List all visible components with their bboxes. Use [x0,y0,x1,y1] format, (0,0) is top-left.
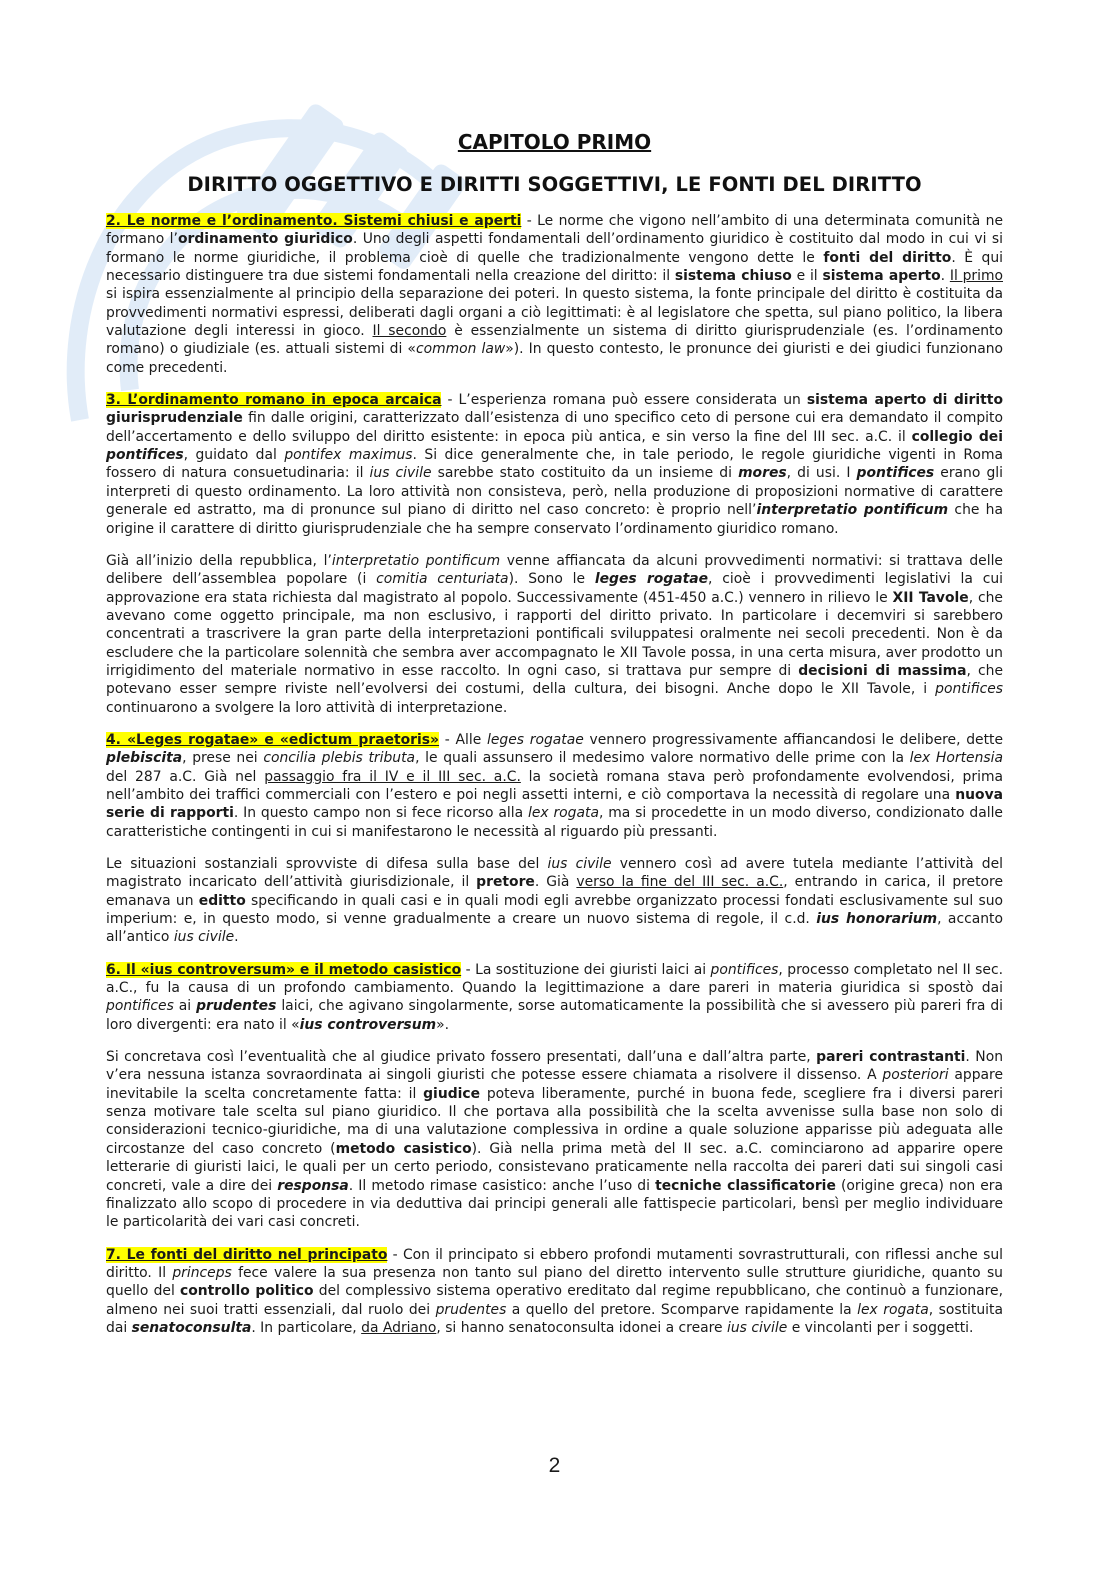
section-heading: 3. L’ordinamento romano in epoca arcaica [106,392,442,409]
paragraph: 3. L’ordinamento romano in epoca arcaica - L’esperienza romana può essere considerata un sistema aperto di diritto giurisprudenziale fin dalle origini, caratterizzato dall’esistenza di uno specifico ceto di persone cui era demandato il compito dell’accertamento e dello sviluppo del diritto esistente: in epoca più antica, e sin verso la fine del III sec. a.C. il collegio dei pontifices, guidato dal pontifex maximus. Si dice generalmente che, in tale periodo, le regole giuridiche vigenti in Roma fossero di natura consuetudinaria: il ius civile sarebbe stato costituito da un insieme di mores, di usi. I pontifices erano gli interpreti di questo ordinamento. La loro attività non consisteva, però, nella produzione di proposizioni normative di carattere generale ed astratto, ma di pronunce sul piano di diritto nel caso concreto: è proprio nell’interpretatio pontificum che ha origine il carattere di diritto giurisprudenziale che ha sempre conservato l’ordinamento giuridico romano. [106,392,1003,537]
chapter-subtitle: DIRITTO OGGETTIVO E DIRITTI SOGGETTIVI, LE FONTI DEL DIRITTO [187,173,922,196]
paragraph: Si concretava così l’eventualità che al giudice privato fossero presentati, dall’una e dall’altra parte, pareri contrastanti. Non v’era nessuna istanza sovraordinata ai singoli giuristi che potesse essere chiamata a risolvere il dissenso. A posteriori appare inevitabile la scelta concretamente fatta: il giudice poteva liberamente, purché in buona fede, scegliere fra i diversi pareri senza motivare tale scelta sul piano giuridico. Il che portava alla possibilità che la scelta avvenisse sulla base non solo di considerazioni tecnico-giuridiche, ma di una valutazione complessiva in ordine a quale soluzione apparisse più adeguata alle circostanze del caso concreto (metodo casistico). Già nella prima metà del II sec. a.C. cominciarono ad apparire opere letterarie di giuristi laici, le quali per un certo periodo, consistevano praticamente nella raccolta dei pareri dati sui singoli casi concreti, vale a dire dei responsa. Il metodo rimase casistico: anche l’uso di tecniche classificatorie (origine greca) non era finalizzato allo scopo di procedere in via deduttiva dai principi generali alle fattispecie particolari, bensì per meglio individuare le particolarità dei vari casi concreti. [106,1049,1003,1231]
page-number: 2 [548,1454,561,1477]
paragraph: 6. Il «ius controversum» e il metodo casistico - La sostituzione dei giuristi laici ai pontifices, processo completato nel II sec. a.C., fu la causa di un profondo cambiamento. Quando la legittimazione a dare pareri in materia giuridica si spostò dai pontifices ai prudentes laici, che agivano singolarmente, sorse automaticamente la possibilità che si avessero più pareri fra di loro divergenti: era nato il «ius controversum». [106,961,1003,1033]
paragraph: 2. Le norme e l’ordinamento. Sistemi chiusi e aperti - Le norme che vigono nell’ambito di una determinata comunità ne formano l’ordinamento giuridico. Uno degli aspetti fondamentali dell’ordinamento giuridico è costituito dal modo in cui vi si formano le norme giuridiche, il problema cioè di quelle che tradizionalmente vengono dette le fonti del diritto. È qui necessario distinguere tra due sistemi fondamentali nella creazione del diritto: il sistema chiuso e il sistema aperto. Il primo si ispira essenzialmente al principio della separazione dei poteri. In questo sistema, la fonte principale del diritto è costituita da provvedimenti normativi espressi, deliberati dagli organi a ciò legittimati: è al legislatore che spetta, sul piano politico, la libera valutazione degli interessi in gioco. Il secondo è essenzialmente un sistema di diritto giurisprudenziale (es. l’ordinamento romano) o giudiziale (es. attuali sistemi di «common law»). In questo contesto, le pronunce dei giuristi e dei giudici funzionano come precedenti. [106,213,1004,376]
chapter-title: CAPITOLO PRIMO [457,130,652,154]
section-heading: 2. Le norme e l’ordinamento. Sistemi chiusi e aperti [106,213,522,229]
section-heading: 7. Le fonti del diritto nel principato [106,1246,388,1263]
paragraph: Già all’inizio della repubblica, l’interpretatio pontificum venne affiancata da alcuni provvedimenti normativi: si trattava delle delibere dell’assemblea popolare (i comitia centuriata). Sono le leges rogatae, cioè i provvedimenti legislativi la cui approvazione era stata richiesta dal magistrato al popolo. Successivamente (451-450 a.C.) vennero in rilievo le XII Tavole, che avevano come oggetto principale, ma non esclusivo, i rapporti del diritto privato. In particolare i decemviri si sarebbero concentrati a trascrivere la gran parte della interpretazioni pontificali sviluppatesi oralmente nei secoli precedenti. Non è da escludere che la particolare solennità che sembra aver accompagnato le XII Tavole possa, in una certa misura, aver prodotto un irrigidimento del materiale normativo in esse raccolto. In ogni caso, si trattava pur sempre di decisioni di massima, che potevano esser sempre riviste nell’evolversi dei costumi, della cultura, dei bisogni. Anche dopo le XII Tavole, i pontifices continuarono a svolgere la loro attività di interpretazione. [106,552,1003,716]
document-body [106,212,1003,1351]
section-heading: 4. «Leges rogatae» e «edictum praetoris» [106,731,440,748]
paragraph: Le situazioni sostanziali sprovviste di difesa sulla base del ius civile vennero così ad avere tutela mediante l’attività del magistrato incaricato dell’attività giurisdizionale, il pretore. Già verso la fine del III sec. a.C., entrando in carica, il pretore emanava un editto specificando in quali casi e in quali modi egli avrebbe organizzato processi fondati esclusivamente sul suo imperium: e, in questo modo, si venne gradualmente a creare un nuovo sistema di regole, il c.d. ius honorarium, accanto all’antico ius civile. [106,856,1004,946]
section-heading: 6. Il «ius controversum» e il metodo casistico [106,961,462,978]
paragraph: 7. Le fonti del diritto nel principato - Con il principato si ebbero profondi mutamenti sovrastrutturali, con riflessi anche sul diritto. Il princeps fece valere la sua presenza non tanto sul piano del diretto intervento sulle strutture giuridiche, quanto su quello del controllo politico del complessivo sistema operativo ereditato dal regime repubblicano, che continuò a funzionare, almeno nei suoi tratti essenziali, dal ruolo dei prudentes a quello del pretore. Scomparve rapidamente la lex rogata, sostituita dai senatoconsulta. In particolare, da Adriano, si hanno senatoconsulta idonei a creare ius civile e vincolanti per i soggetti. [106,1246,1003,1336]
paragraph: 4. «Leges rogatae» e «edictum praetoris» - Alle leges rogatae vennero progressivamente affiancandosi le delibere, dette plebiscita, prese nei concilia plebis tributa, le quali assunsero il medesimo valore normativo delle prime con la lex Hortensia del 287 a.C. Già nel passaggio fra il IV e il III sec. a.C. la società romana stava però profondamente evolvendosi, prima nell’ambito dei traffici commerciali con l’estero e poi negli assetti interni, e ciò comportava la necessità di regolare una nuova serie di rapporti. In questo campo non si fece ricorso alla lex rogata, ma si procedette in un modo diverso, condizionato dalle caratteristiche contingenti in cui si manifestarono le necessità al riguardo più pressanti. [106,731,1004,840]
